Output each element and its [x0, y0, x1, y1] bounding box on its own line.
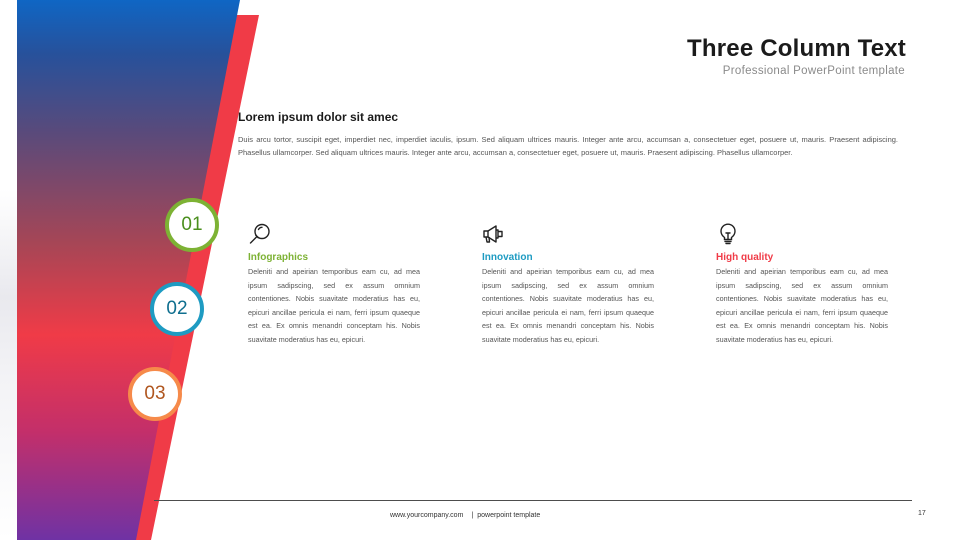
column-title: High quality — [716, 252, 774, 263]
lead-heading: Lorem ipsum dolor sit amec — [238, 110, 399, 124]
column-innovation — [482, 222, 654, 347]
footer-separator: | — [471, 512, 474, 519]
megaphone-icon — [482, 222, 654, 248]
column-body: Deleniti and apeirian temporibus eam cu, ad mea ipsum sadipscing, sed ex assum omnium contentiones. Nobis suavitate moderatius has eu, epicuri ancillae pericula ei nam, ferri ipsum quaeque est ea. Ex omnis menandri conceptam his. Nobis suavitate moderatius has eu, epicuri. — [248, 267, 420, 344]
footer-label: powerpoint template — [477, 512, 541, 519]
footer-website: www.yourcompany.com — [390, 512, 464, 519]
slide-subtitle: Professional PowerPoint template — [722, 65, 905, 77]
badge-02: 02 — [150, 282, 204, 336]
footer-divider — [154, 500, 912, 501]
badge-03: 03 — [128, 367, 182, 421]
magnifier-icon — [248, 222, 420, 248]
badge-01: 01 — [165, 198, 219, 252]
column-title: Infographics — [248, 252, 309, 263]
column-title: Innovation — [482, 252, 533, 263]
lead-paragraph: Duis arcu tortor, suscipit eget, imperdiet nec, imperdiet iaculis, ipsum. Sed aliquam ultrices mauris. Integer ante arcu, accumsan a, consectetuer eget, posuere ut, mauris. Praesent adipiscing. Phasellus ullamcorper. Sed aliquam ultrices mauris. Integer ante arcu, accumsan a, consectetuer eget, posuere ut, mauris. Praesent adipiscing. Phasellus ullamcorper. — [238, 135, 898, 157]
column-body: Deleniti and apeirian temporibus eam cu, ad mea ipsum sadipscing, sed ex assum omnium contentiones. Nobis suavitate moderatius has eu, epicuri ancillae pericula ei nam, ferri ipsum quaeque est ea. Ex omnis menandri conceptam his. Nobis suavitate moderatius has eu, epicuri. — [482, 267, 654, 344]
footer — [390, 512, 540, 519]
page-number: 17 — [918, 510, 926, 517]
column-infographics — [248, 222, 420, 347]
lightbulb-icon — [716, 222, 888, 248]
slide-title: Three Column Text — [687, 35, 906, 62]
column-body: Deleniti and apeirian temporibus eam cu, ad mea ipsum sadipscing, sed ex assum omnium contentiones. Nobis suavitate moderatius has eu, epicuri ancillae pericula ei nam, ferri ipsum quaeque est ea. Ex omnis menandri conceptam his. Nobis suavitate moderatius has eu, epicuri. — [716, 267, 888, 344]
column-high-quality — [716, 222, 888, 347]
